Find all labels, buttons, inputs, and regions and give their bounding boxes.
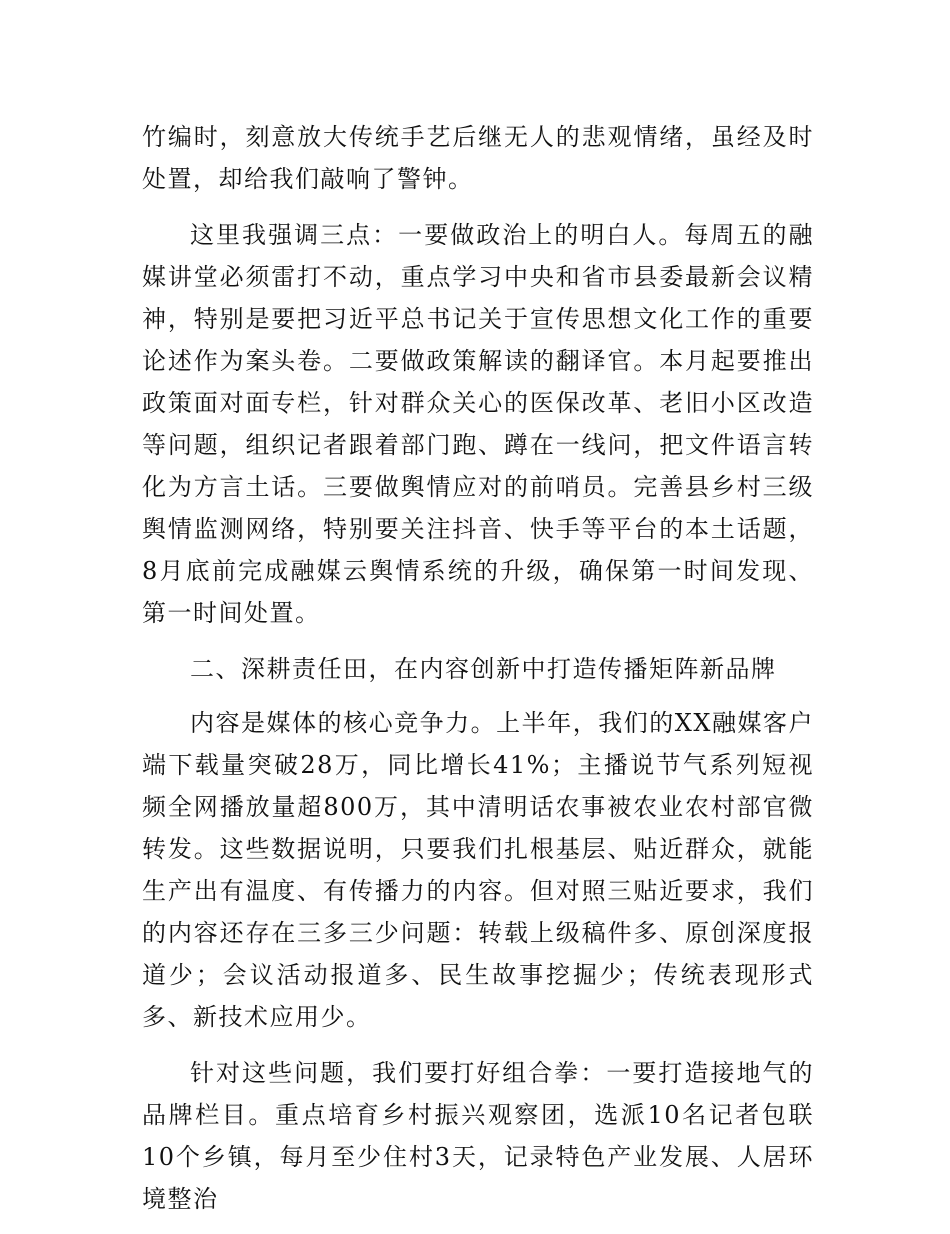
paragraph-content-competitiveness: 内容是媒体的核心竞争力。上半年，我们的XX融媒客户端下载量突破28万，同比增长41%；主播说节气系列短视频全网播放量超800万，其中清明话农事被农业农村部官微转发。这些数据说明，只要我们扎根基层、贴近群众，就能生产出有温度、有传播力的内容。但对照三贴近要求，我们的内容还存在三多三少问题：转载上级稿件多、原创深度报道少；会议活动报道多、民生故事挖掘少；传统表现形式多、新技术应用少。 [142, 709, 814, 1031]
section-heading: 二、深耕责任田，在内容创新中打造传播矩阵新品牌 [190, 655, 777, 683]
paragraph-continuation: 竹编时，刻意放大传统手艺后继无人的悲观情绪，虽经及时处置，却给我们敲响了警钟。 [142, 123, 814, 193]
paragraph-three-points: 这里我强调三点：一要做政治上的明白人。每周五的融媒讲堂必须雷打不动，重点学习中央和省市县委最新会议精神，特别是要把习近平总书记关于宣传思想文化工作的重要论述作为案头卷。二要做政策解读的翻译官。本月起要推出政策面对面专栏，针对群众关心的医保改革、老旧小区改造等问题，组织记者跟着部门跑、蹲在一线问，把文件语言转化为方言土话。三要做舆情应对的前哨员。完善县乡村三级舆情监测网络，特别要关注抖音、快手等平台的本土话题，8月底前完成融媒云舆情系统的升级，确保第一时间发现、第一时间处置。 [142, 221, 814, 627]
document-body [142, 116, 814, 1234]
paragraph-combination-measures: 针对这些问题，我们要打好组合拳：一要打造接地气的品牌栏目。重点培育乡村振兴观察团，选派10名记者包联10个乡镇，每月至少住村3天，记录特色产业发展、人居环境整治 [142, 1059, 814, 1213]
